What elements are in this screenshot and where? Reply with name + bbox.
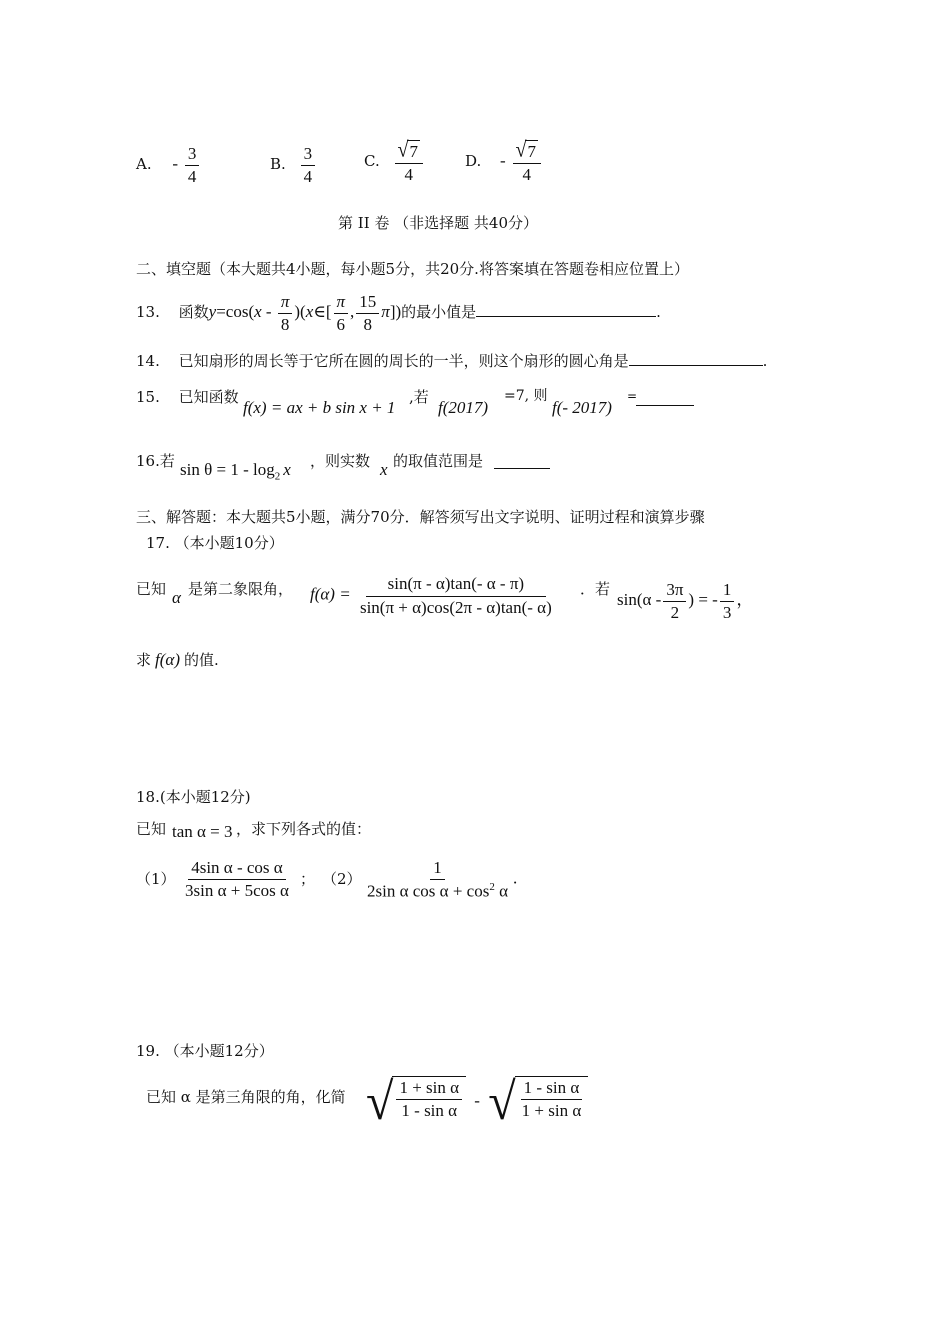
q17-frac-3pi: [663, 580, 686, 622]
section2-heading: 二、填空题（本大题共4小题，每小题5分，共20分.将答案填在答题卷相应位置上）: [136, 260, 689, 278]
option-d: [465, 140, 543, 184]
q19-heading: 19. （本小题12分）: [136, 1042, 274, 1060]
option-c-label: C.: [364, 152, 380, 171]
q13-close: ]): [389, 302, 402, 322]
q19-sqrt1: [366, 1071, 466, 1131]
q16-x: x: [283, 460, 291, 479]
part2-title: 第 II 卷 （非选择题 共40分）: [338, 214, 539, 232]
option-c-denominator: 4: [404, 164, 413, 184]
q17-3pi-num: 3π: [663, 580, 686, 602]
q17-mid: 是第二象限角，: [188, 580, 294, 598]
option-a-sign: -: [172, 154, 179, 174]
q13-frac3-den: 8: [363, 314, 373, 334]
q18-p2-den: 2sin α cos α + cos: [367, 881, 490, 901]
q15-eq7: =7, 则: [504, 388, 548, 404]
q17-ask-post: 的值.: [183, 651, 219, 669]
q13-frac3-num: 15: [356, 292, 379, 314]
option-a-fraction: [185, 144, 200, 186]
question-13: [136, 292, 661, 334]
q18-tan: tan α = 3: [172, 822, 233, 841]
option-b-numerator: 3: [301, 144, 316, 166]
option-b-label: B.: [270, 155, 286, 174]
q17-3pi-den: 2: [670, 602, 680, 622]
option-b-fraction: [301, 144, 316, 186]
q18-semicolon: ；: [300, 870, 316, 888]
option-d-fraction: [513, 140, 541, 184]
option-a-label: A.: [136, 155, 152, 174]
q17-flhs: f(α) =: [310, 584, 351, 604]
question-14: [136, 352, 767, 370]
option-b: [270, 144, 317, 186]
q18-heading: 18.(本小题12分): [136, 788, 251, 806]
q18-p2-num: 1: [430, 858, 445, 880]
q18-p2-sup: 2: [489, 880, 495, 893]
q13-end: .: [656, 303, 661, 322]
q13-frac1-den: 8: [280, 314, 290, 334]
q13-pi: π: [381, 302, 390, 322]
option-b-denominator: 4: [303, 166, 313, 186]
option-c-numerator: [395, 140, 423, 164]
q19-expression: [366, 1071, 588, 1131]
q15-eq: =: [627, 389, 638, 403]
q13-x2: x: [305, 302, 314, 322]
q13-frac3: [356, 292, 379, 334]
option-a-denominator: 4: [187, 166, 197, 186]
q17-alpha: α: [172, 588, 181, 607]
q13-frac1-num: π: [278, 292, 293, 314]
q17-fraction: [357, 574, 555, 617]
sqrt-sign-icon: √: [488, 1071, 516, 1131]
q15-fneg: f(- 2017): [552, 398, 612, 417]
q13-frac2-den: 6: [336, 314, 346, 334]
q13-postfix: 的最小值是: [401, 303, 477, 322]
q15-prefix: 已知函数: [178, 388, 239, 406]
q18-part1-label: （1）: [136, 870, 176, 888]
q14-end: .: [762, 352, 768, 370]
sqrt-sign-icon: √ 7: [397, 138, 418, 163]
q13-answer-blank[interactable]: [476, 315, 656, 317]
q17-denominator: sin(π + α)cos(2π - α)tan(- α): [359, 597, 552, 617]
q17-heading: 17. （本小题10分）: [146, 534, 284, 552]
q13-frac2-num: π: [334, 292, 349, 314]
q17-ask: [136, 650, 219, 670]
q15-f2017: f(2017): [438, 398, 489, 417]
q18-p1-num: 4sin α - cos α: [188, 858, 285, 880]
sqrt-sign-icon: √: [366, 1071, 394, 1131]
q18-prefix: 已知: [136, 820, 167, 838]
q13-comma: ,: [350, 302, 355, 322]
option-a-numerator: 3: [185, 144, 200, 166]
q14-answer-blank[interactable]: [629, 364, 763, 366]
q13-minus: -: [261, 302, 276, 322]
q19-r1-den: 1 - sin α: [401, 1100, 458, 1120]
q18-part2-label: （2）: [322, 870, 362, 888]
q18-p1-den: 3sin α + 5cos α: [185, 880, 289, 900]
section3-heading: 三、解答题：本大题共5小题，满分70分．解答须写出文字说明、证明过程和演算步骤: [136, 508, 705, 526]
q17-ask-pre: 求: [136, 651, 152, 669]
q16-number: 16.若: [136, 452, 175, 470]
q16-answer-blank[interactable]: [494, 467, 550, 469]
q15-function: f(x) = ax + b sin x + 1: [243, 398, 396, 417]
q13-number: 13.: [136, 303, 160, 322]
q17-ruo: ．若: [580, 580, 611, 598]
q17-ask-f: f(α): [155, 650, 180, 669]
q13-prefix: 函数: [178, 303, 209, 322]
option-c-fraction: [395, 140, 423, 184]
option-d-denominator: 4: [522, 164, 531, 184]
q19-r1-num: 1 + sin α: [396, 1078, 462, 1100]
q18-part2-fraction: [362, 858, 517, 901]
q18-p2-alpha: α: [494, 881, 508, 901]
sqrt-sign-icon: √ 7: [515, 138, 536, 163]
q18-end: .: [512, 868, 518, 888]
q19-sqrt2: [488, 1071, 588, 1131]
question-16: [136, 452, 175, 470]
q16-mid: ，则实数: [310, 452, 371, 470]
q15-ruo: ,若: [409, 388, 429, 406]
q17-numerator: sin(π - α)tan(- α - π): [366, 574, 546, 597]
q17-sin-end: ，: [736, 589, 754, 609]
q19-r2-num: 1 - sin α: [521, 1078, 583, 1100]
q16-expr: sin θ = 1 - log: [180, 460, 275, 479]
q19-minus: -: [474, 1090, 480, 1110]
q13-frac2: [334, 292, 349, 334]
option-d-sign: -: [500, 151, 506, 171]
q17-sin-pre: sin(α -: [617, 589, 662, 609]
q13-y: y: [208, 302, 217, 322]
q18-postfix: ，求下列各式的值：: [236, 820, 372, 838]
q14-text: 已知扇形的周长等于它所在圆的周长的一半，则这个扇形的圆心角是: [178, 352, 629, 370]
q17-sin-post: ) = -: [688, 589, 718, 609]
option-d-label: D.: [465, 152, 482, 171]
q18-part1-fraction: [180, 858, 294, 900]
q17-condition: [617, 580, 753, 622]
q15-number: 15.: [136, 388, 160, 406]
option-c: [364, 140, 425, 184]
q13-frac1: [278, 292, 293, 334]
q15-answer-blank[interactable]: [636, 404, 694, 406]
q17-function: [310, 574, 557, 617]
q19-r2-den: 1 + sin α: [521, 1100, 582, 1120]
q17-third-num: 1: [720, 580, 735, 602]
question-15: [136, 388, 239, 406]
q19-text: 已知 α 是第三角限的角，化简: [146, 1088, 346, 1106]
q14-number: 14.: [136, 352, 160, 370]
q16-expression: [180, 460, 291, 484]
q17-third-den: 3: [722, 602, 732, 622]
q17-frac-third: [720, 580, 735, 622]
q13-in: ∈[: [313, 302, 332, 322]
q13-x1: x: [254, 302, 262, 322]
q17-prefix: 已知: [136, 580, 167, 598]
q16-log-base: 2: [274, 470, 281, 483]
q13-eq: =cos(: [216, 302, 255, 322]
option-d-numerator: [513, 140, 541, 164]
q16-x2: x: [380, 460, 388, 479]
option-a: [136, 144, 201, 186]
q13-mid: )(: [294, 302, 306, 322]
q16-postfix: 的取值范围是: [393, 452, 484, 470]
